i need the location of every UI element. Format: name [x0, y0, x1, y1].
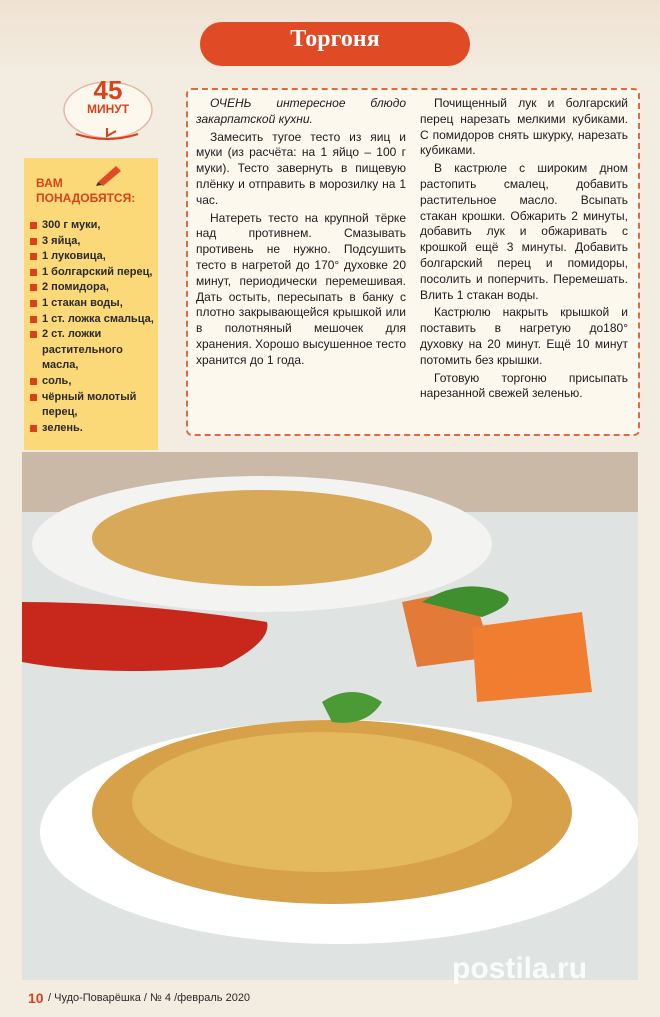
- clock-hands-icon: [72, 118, 142, 140]
- ingredients-list: [30, 218, 156, 436]
- bullet-square-icon: [30, 222, 37, 229]
- magazine-info: / Чудо-Поварёшка / № 4 /февраль 2020: [48, 992, 251, 1004]
- watermark: postila.ru: [452, 952, 588, 985]
- ingredient-item: 1 ст. ложка смальца,: [30, 312, 156, 328]
- bullet-square-icon: [30, 238, 37, 245]
- ingredients-heading-line2: ПОНАДОБЯТСЯ:: [36, 191, 136, 205]
- time-unit: МИНУТ: [86, 102, 130, 116]
- bullet-square-icon: [30, 269, 37, 276]
- recipe-paragraph: Замесить тугое тесто из яиц и муки (из расчёта: на 1 яйцо – 100 г муки). Тесто завернуть в пищевую плёнку и отправить в морозилку на 1 час.: [196, 129, 406, 207]
- recipe-intro: ОЧЕНЬ интересное блюдо закарпатской кухни.: [196, 96, 406, 126]
- bullet-square-icon: [30, 300, 37, 307]
- bullet-square-icon: [30, 284, 37, 291]
- dish-photo-illustration: [22, 452, 638, 980]
- ingredient-item: соль,: [30, 374, 156, 390]
- ingredient-item: 300 г муки,: [30, 218, 156, 234]
- ingredient-item: 1 стакан воды,: [30, 296, 156, 312]
- recipe-paragraph: Почищенный лук и болгарский перец нарезать мелкими кубиками. С помидоров снять шкурку, нарезать кубиками.: [420, 96, 628, 158]
- ingredient-item: 3 яйца,: [30, 234, 156, 250]
- bullet-square-icon: [30, 316, 37, 323]
- page-number: 10: [28, 990, 44, 1006]
- ingredient-item: 2 помидора,: [30, 280, 156, 296]
- recipe-paragraph: Кастрюлю накрыть крышкой и поставить в нагретую до180° духовку на 20 минут. Ещё 10 минут потомить без крышки.: [420, 305, 628, 367]
- ingredients-heading-line1: ВАМ: [36, 176, 63, 190]
- recipe-column-1: [196, 96, 406, 371]
- bullet-square-icon: [30, 378, 37, 385]
- recipe-paragraph: В кастрюле с широким дном растопить смалец, добавить растительное масло. Всыпать стакан крошки. Обжарить 2 минуты, добавить лук и обжаривать с крошкой ещё 3 минуты. Добавить болгарский перец и помидоры, посолить и поперчить. Перемешать. Влить 1 стакан воды.: [420, 161, 628, 302]
- ingredients-heading: [36, 176, 146, 206]
- bullet-square-icon: [30, 253, 37, 260]
- dish-photo: [22, 452, 638, 980]
- bullet-square-icon: [30, 394, 37, 401]
- recipe-paragraph: Готовую торгоню присыпать нарезанной свежей зеленью.: [420, 370, 628, 401]
- ingredient-item: 1 луковица,: [30, 249, 156, 265]
- ingredient-item: зелень.: [30, 421, 156, 437]
- bullet-square-icon: [30, 425, 37, 432]
- recipe-paragraph: Натереть тесто на крупной тёрке над противнем. Смазывать противень не нужно. Подсушить тесто в нагретой до 170° духовке 20 минут, периодически перемешивая. Дать остыть, пересыпать в банку с плотно закрывающейся крышкой или в полотняный мешочек для хранения. Хорошо высушенное тесто хранится до 1 года.: [196, 210, 406, 367]
- ingredient-item: 1 болгарский перец,: [30, 265, 156, 281]
- ingredient-item: чёрный молотый перец,: [30, 390, 156, 421]
- bullet-square-icon: [30, 331, 37, 338]
- ingredient-item: 2 ст. ложки растительного масла,: [30, 327, 156, 374]
- page-title: Торгоня: [290, 26, 380, 52]
- time-value: 45: [93, 75, 123, 105]
- recipe-column-2: [420, 96, 628, 404]
